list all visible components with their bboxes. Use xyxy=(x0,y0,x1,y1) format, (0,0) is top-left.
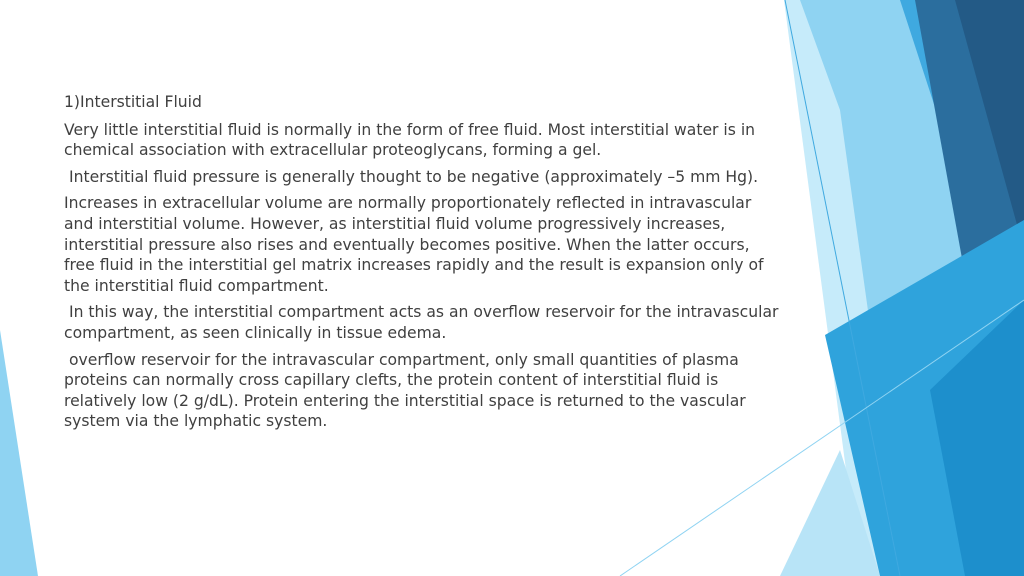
paragraph-protein-content: overflow reservoir for the intravascular compartment, only small quantities of plasma proteins can normally cross capillary clefts, the protein content of interstitial fluid is relatively low (2 g/dL). Protein entering the interstitial space is returned to the vascular system via the lymphatic system. xyxy=(64,350,751,431)
paragraph-pressure: Interstitial fluid pressure is generally thought to be negative (approximately –5 mm Hg). xyxy=(64,167,759,186)
paragraph-extracellular-volume: Increases in extracellular volume are normally proportionately reflected in intravascular and interstitial volume. However, as interstitial fluid volume progressively increases, interstitial pressure also rises and eventually becomes positive. When the latter occurs, free fluid in the interstitial gel matrix increases rapidly and the result is expansion only of the interstitial fluid compartment. xyxy=(64,194,769,295)
slide-heading: 1)Interstitial Fluid xyxy=(64,93,202,111)
slide-body xyxy=(64,92,784,438)
paragraph-overflow-reservoir: In this way, the interstitial compartment acts as an overflow reservoir for the intravascular compartment, as seen clinically in tissue edema. xyxy=(64,303,784,342)
left-accent-shape xyxy=(0,330,38,576)
paragraph-free-fluid: Very little interstitial fluid is normally in the form of free fluid. Most interstitial water is in chemical association with extracellular proteoglycans, forming a gel. xyxy=(64,120,761,160)
